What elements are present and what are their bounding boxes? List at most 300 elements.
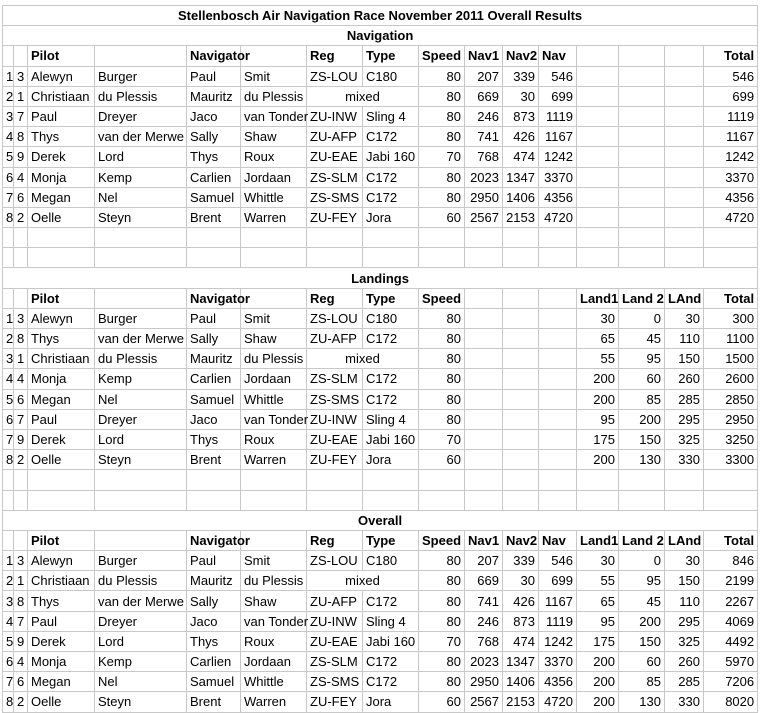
header-reg: Reg — [307, 46, 363, 66]
cell-pilot-last: Kemp — [95, 167, 187, 187]
cell-start-no: 2 — [14, 450, 28, 470]
table-row — [3, 611, 758, 631]
cell-pilot-first: Megan — [28, 672, 95, 692]
cell-reg: ZU-EAE — [307, 429, 363, 449]
cell-rank: 8 — [3, 692, 14, 712]
overall-header-row — [3, 530, 758, 550]
cell-land2: 130 — [619, 450, 665, 470]
cell-pilot-last: Burger — [95, 308, 187, 328]
cell-total: 846 — [704, 551, 758, 571]
cell-land2: 200 — [619, 611, 665, 631]
cell-nav-first: Mauritz — [187, 571, 241, 591]
cell-start-no: 2 — [14, 692, 28, 712]
cell-nav-first: Brent — [187, 207, 241, 227]
empty-cell — [241, 470, 307, 490]
header-nav2: Nav2 — [503, 46, 539, 66]
header-rank — [3, 288, 14, 308]
cell-nav-first: Carlien — [187, 167, 241, 187]
empty-cell — [3, 228, 14, 248]
cell-nav1 — [465, 349, 503, 369]
cell-pilot-last: du Plessis — [95, 86, 187, 106]
cell-land1 — [577, 167, 619, 187]
cell-nav1: 669 — [465, 571, 503, 591]
cell-total: 7206 — [704, 672, 758, 692]
header-speed: Speed — [419, 288, 465, 308]
cell-nav2: 2153 — [503, 692, 539, 712]
cell-pilot-first: Derek — [28, 631, 95, 651]
empty-cell — [28, 248, 95, 268]
cell-pilot-first: Paul — [28, 611, 95, 631]
cell-nav2 — [503, 450, 539, 470]
empty-cell — [363, 248, 419, 268]
cell-rank: 6 — [3, 652, 14, 672]
empty-cell — [14, 490, 28, 510]
cell-start-no: 1 — [14, 349, 28, 369]
cell-nav-last: du Plessis — [241, 349, 307, 369]
cell-rank: 3 — [3, 349, 14, 369]
cell-pilot-first: Thys — [28, 591, 95, 611]
cell-land1: 55 — [577, 571, 619, 591]
table-row — [3, 551, 758, 571]
cell-total: 1100 — [704, 329, 758, 349]
cell-pilot-first: Paul — [28, 106, 95, 126]
cell-pilot-first: Monja — [28, 167, 95, 187]
cell-nav — [539, 308, 577, 328]
table-row — [3, 389, 758, 409]
cell-reg: ZU-EAE — [307, 631, 363, 651]
cell-nav-first: Brent — [187, 692, 241, 712]
cell-rank: 8 — [3, 450, 14, 470]
cell-rank: 1 — [3, 308, 14, 328]
cell-nav1: 669 — [465, 86, 503, 106]
cell-nav-last: Roux — [241, 631, 307, 651]
cell-land-total: 30 — [665, 308, 704, 328]
cell-nav1 — [465, 308, 503, 328]
cell-land2: 60 — [619, 369, 665, 389]
cell-reg: ZS-SMS — [307, 389, 363, 409]
cell-reg: ZU-INW — [307, 611, 363, 631]
cell-total: 3370 — [704, 167, 758, 187]
cell-speed: 80 — [419, 106, 465, 126]
empty-cell — [307, 490, 363, 510]
cell-reg-type: mixed — [307, 571, 419, 591]
cell-start-no: 7 — [14, 611, 28, 631]
cell-start-no: 6 — [14, 672, 28, 692]
empty-cell — [465, 248, 503, 268]
header-total: Total — [704, 288, 758, 308]
header-pilot-last — [95, 288, 187, 308]
cell-start-no: 7 — [14, 409, 28, 429]
cell-nav: 4720 — [539, 207, 577, 227]
empty-cell — [3, 248, 14, 268]
header-start-no — [14, 46, 28, 66]
cell-rank: 4 — [3, 127, 14, 147]
table-row — [3, 409, 758, 429]
cell-nav — [539, 329, 577, 349]
empty-cell — [619, 248, 665, 268]
cell-total: 4492 — [704, 631, 758, 651]
cell-land1: 30 — [577, 308, 619, 328]
cell-pilot-first: Derek — [28, 147, 95, 167]
cell-nav2: 474 — [503, 147, 539, 167]
header-land-total: LAnd — [665, 288, 704, 308]
cell-type: C180 — [363, 551, 419, 571]
cell-reg: ZS-SLM — [307, 167, 363, 187]
cell-nav: 1167 — [539, 127, 577, 147]
cell-pilot-first: Monja — [28, 652, 95, 672]
empty-cell — [95, 228, 187, 248]
cell-land1 — [577, 86, 619, 106]
table-row — [3, 207, 758, 227]
landings-header-row — [3, 288, 758, 308]
cell-nav-first: Paul — [187, 66, 241, 86]
header-nav1: Nav1 — [465, 46, 503, 66]
empty-cell — [577, 470, 619, 490]
cell-start-no: 8 — [14, 127, 28, 147]
cell-land-total: 150 — [665, 349, 704, 369]
cell-type: Sling 4 — [363, 409, 419, 429]
cell-speed: 80 — [419, 571, 465, 591]
cell-nav-last: van Tonder — [241, 106, 307, 126]
cell-nav: 546 — [539, 66, 577, 86]
cell-pilot-last: Nel — [95, 389, 187, 409]
cell-pilot-last: Kemp — [95, 652, 187, 672]
cell-nav2: 2153 — [503, 207, 539, 227]
cell-nav-first: Paul — [187, 308, 241, 328]
header-nav2: Nav2 — [503, 530, 539, 550]
cell-type: Jora — [363, 692, 419, 712]
cell-speed: 60 — [419, 207, 465, 227]
cell-nav: 1242 — [539, 147, 577, 167]
cell-type: C172 — [363, 187, 419, 207]
cell-start-no: 4 — [14, 167, 28, 187]
cell-rank: 1 — [3, 551, 14, 571]
empty-cell — [419, 470, 465, 490]
cell-pilot-first: Oelle — [28, 692, 95, 712]
header-total: Total — [704, 46, 758, 66]
cell-land1: 200 — [577, 672, 619, 692]
empty-cell — [241, 228, 307, 248]
header-speed: Speed — [419, 530, 465, 550]
empty-cell — [503, 228, 539, 248]
cell-nav-first: Brent — [187, 450, 241, 470]
cell-nav-first: Jaco — [187, 409, 241, 429]
cell-start-no: 6 — [14, 389, 28, 409]
cell-land2: 60 — [619, 652, 665, 672]
empty-cell — [363, 490, 419, 510]
cell-speed: 60 — [419, 450, 465, 470]
cell-nav-first: Jaco — [187, 106, 241, 126]
cell-nav-last: Shaw — [241, 591, 307, 611]
cell-nav-last: Shaw — [241, 329, 307, 349]
cell-nav-last: Roux — [241, 147, 307, 167]
cell-nav: 4720 — [539, 692, 577, 712]
cell-total: 300 — [704, 308, 758, 328]
cell-total: 2267 — [704, 591, 758, 611]
cell-reg: ZS-LOU — [307, 551, 363, 571]
cell-land1 — [577, 147, 619, 167]
empty-cell — [665, 490, 704, 510]
header-nav: Nav — [539, 46, 577, 66]
cell-type: C172 — [363, 652, 419, 672]
cell-speed: 80 — [419, 591, 465, 611]
cell-nav-first: Paul — [187, 551, 241, 571]
table-row — [3, 429, 758, 449]
cell-start-no: 1 — [14, 86, 28, 106]
cell-nav2 — [503, 369, 539, 389]
cell-nav — [539, 450, 577, 470]
cell-nav-last: Whittle — [241, 389, 307, 409]
cell-reg: ZU-EAE — [307, 147, 363, 167]
cell-land1: 200 — [577, 369, 619, 389]
cell-total: 1167 — [704, 127, 758, 147]
cell-total: 3300 — [704, 450, 758, 470]
cell-land-total — [665, 106, 704, 126]
cell-nav2: 339 — [503, 66, 539, 86]
empty-cell — [704, 248, 758, 268]
cell-total: 8020 — [704, 692, 758, 712]
cell-pilot-first: Megan — [28, 187, 95, 207]
cell-type: Sling 4 — [363, 611, 419, 631]
cell-type: C172 — [363, 167, 419, 187]
header-speed: Speed — [419, 46, 465, 66]
cell-pilot-last: van der Merwe — [95, 127, 187, 147]
empty-cell — [419, 248, 465, 268]
cell-rank: 1 — [3, 66, 14, 86]
header-nav1 — [465, 288, 503, 308]
cell-nav-first: Carlien — [187, 652, 241, 672]
cell-land2: 95 — [619, 349, 665, 369]
cell-rank: 7 — [3, 187, 14, 207]
cell-type: C172 — [363, 591, 419, 611]
cell-reg: ZS-SLM — [307, 652, 363, 672]
navigation-section-heading: Navigation — [3, 26, 758, 46]
empty-cell — [187, 490, 241, 510]
cell-nav2 — [503, 429, 539, 449]
cell-reg: ZU-AFP — [307, 329, 363, 349]
cell-nav-first: Sally — [187, 329, 241, 349]
header-start-no — [14, 288, 28, 308]
cell-reg: ZS-SMS — [307, 672, 363, 692]
cell-rank: 5 — [3, 389, 14, 409]
empty-cell — [95, 470, 187, 490]
cell-land-total — [665, 66, 704, 86]
empty-cell — [465, 228, 503, 248]
cell-land-total: 110 — [665, 329, 704, 349]
cell-speed: 80 — [419, 349, 465, 369]
cell-type: C172 — [363, 672, 419, 692]
cell-nav-first: Thys — [187, 147, 241, 167]
cell-speed: 70 — [419, 429, 465, 449]
cell-nav-first: Samuel — [187, 187, 241, 207]
table-row — [3, 450, 758, 470]
cell-nav-last: Jordaan — [241, 652, 307, 672]
cell-reg: ZU-INW — [307, 106, 363, 126]
cell-nav-last: Whittle — [241, 187, 307, 207]
cell-type: C172 — [363, 329, 419, 349]
cell-nav1: 741 — [465, 591, 503, 611]
cell-start-no: 8 — [14, 591, 28, 611]
cell-nav: 546 — [539, 551, 577, 571]
header-reg: Reg — [307, 288, 363, 308]
landings-section-heading: Landings — [3, 268, 758, 288]
cell-start-no: 4 — [14, 369, 28, 389]
cell-pilot-first: Oelle — [28, 450, 95, 470]
cell-rank: 2 — [3, 571, 14, 591]
cell-total: 699 — [704, 86, 758, 106]
cell-total: 3250 — [704, 429, 758, 449]
cell-land-total: 110 — [665, 591, 704, 611]
cell-land-total: 295 — [665, 409, 704, 429]
cell-nav2: 873 — [503, 106, 539, 126]
cell-pilot-first: Thys — [28, 329, 95, 349]
header-land1: Land1 — [577, 530, 619, 550]
cell-land1 — [577, 106, 619, 126]
cell-rank: 5 — [3, 147, 14, 167]
cell-land2 — [619, 187, 665, 207]
empty-cell — [363, 470, 419, 490]
cell-nav2: 426 — [503, 591, 539, 611]
cell-nav1: 2023 — [465, 167, 503, 187]
cell-nav2: 30 — [503, 86, 539, 106]
results-table-body — [3, 6, 758, 713]
cell-rank: 4 — [3, 611, 14, 631]
header-nav-last — [241, 288, 307, 308]
cell-land-total: 295 — [665, 611, 704, 631]
table-row — [3, 106, 758, 126]
cell-land2 — [619, 106, 665, 126]
cell-speed: 60 — [419, 692, 465, 712]
cell-nav2: 474 — [503, 631, 539, 651]
cell-nav: 3370 — [539, 167, 577, 187]
cell-pilot-first: Monja — [28, 369, 95, 389]
cell-land1: 65 — [577, 591, 619, 611]
cell-land-total — [665, 147, 704, 167]
empty-cell — [704, 490, 758, 510]
cell-land-total — [665, 127, 704, 147]
cell-reg: ZS-LOU — [307, 308, 363, 328]
cell-land1: 65 — [577, 329, 619, 349]
cell-nav: 1119 — [539, 611, 577, 631]
cell-total: 1242 — [704, 147, 758, 167]
empty-cell — [14, 470, 28, 490]
cell-land2 — [619, 66, 665, 86]
header-nav-last — [241, 46, 307, 66]
cell-speed: 80 — [419, 551, 465, 571]
cell-start-no: 8 — [14, 329, 28, 349]
cell-nav2 — [503, 389, 539, 409]
cell-nav-first: Samuel — [187, 389, 241, 409]
cell-land2: 150 — [619, 429, 665, 449]
cell-speed: 80 — [419, 652, 465, 672]
cell-land2 — [619, 167, 665, 187]
empty-cell — [665, 248, 704, 268]
table-row — [3, 349, 758, 369]
cell-nav: 699 — [539, 571, 577, 591]
cell-type: C172 — [363, 389, 419, 409]
cell-start-no: 2 — [14, 207, 28, 227]
header-rank — [3, 530, 14, 550]
cell-reg: ZS-LOU — [307, 66, 363, 86]
cell-land2 — [619, 127, 665, 147]
cell-pilot-first: Alewyn — [28, 551, 95, 571]
cell-pilot-last: Steyn — [95, 692, 187, 712]
cell-reg-type: mixed — [307, 86, 419, 106]
table-row — [3, 167, 758, 187]
spacer-row — [3, 228, 758, 248]
empty-cell — [503, 490, 539, 510]
table-row — [3, 308, 758, 328]
cell-speed: 70 — [419, 631, 465, 651]
cell-land1: 175 — [577, 429, 619, 449]
cell-land-total: 285 — [665, 389, 704, 409]
cell-nav-last: Roux — [241, 429, 307, 449]
cell-rank: 3 — [3, 591, 14, 611]
cell-start-no: 7 — [14, 106, 28, 126]
table-row — [3, 127, 758, 147]
cell-land-total: 285 — [665, 672, 704, 692]
cell-nav-first: Mauritz — [187, 86, 241, 106]
cell-nav-last: Smit — [241, 308, 307, 328]
cell-land1: 95 — [577, 611, 619, 631]
cell-total: 2199 — [704, 571, 758, 591]
cell-rank: 2 — [3, 329, 14, 349]
empty-cell — [577, 248, 619, 268]
cell-speed: 80 — [419, 167, 465, 187]
cell-total: 4356 — [704, 187, 758, 207]
cell-nav: 1119 — [539, 106, 577, 126]
cell-nav-last: Smit — [241, 551, 307, 571]
cell-nav-first: Thys — [187, 631, 241, 651]
cell-start-no: 6 — [14, 187, 28, 207]
cell-pilot-last: Dreyer — [95, 611, 187, 631]
cell-reg: ZU-AFP — [307, 591, 363, 611]
navigation-header-row — [3, 46, 758, 66]
header-land1: Land1 — [577, 288, 619, 308]
cell-nav — [539, 389, 577, 409]
cell-start-no: 9 — [14, 147, 28, 167]
cell-rank: 3 — [3, 106, 14, 126]
empty-cell — [95, 248, 187, 268]
cell-nav2: 1406 — [503, 187, 539, 207]
cell-nav-first: Mauritz — [187, 349, 241, 369]
cell-pilot-last: Burger — [95, 66, 187, 86]
cell-type: Jabi 160 — [363, 631, 419, 651]
empty-cell — [3, 470, 14, 490]
cell-speed: 70 — [419, 147, 465, 167]
cell-pilot-last: Lord — [95, 147, 187, 167]
cell-rank: 7 — [3, 672, 14, 692]
empty-cell — [465, 490, 503, 510]
cell-nav1: 246 — [465, 611, 503, 631]
cell-nav1: 768 — [465, 631, 503, 651]
cell-pilot-last: Steyn — [95, 450, 187, 470]
cell-pilot-first: Alewyn — [28, 66, 95, 86]
cell-land-total — [665, 187, 704, 207]
cell-land1: 200 — [577, 692, 619, 712]
header-nav — [539, 288, 577, 308]
cell-rank: 5 — [3, 631, 14, 651]
cell-land2 — [619, 86, 665, 106]
empty-cell — [187, 228, 241, 248]
header-land-total — [665, 46, 704, 66]
table-row — [3, 631, 758, 651]
header-pilot-first: Pilot — [28, 46, 95, 66]
cell-total: 4069 — [704, 611, 758, 631]
table-row — [3, 692, 758, 712]
header-nav-first: Navigator — [187, 530, 241, 550]
cell-land-total: 325 — [665, 631, 704, 651]
